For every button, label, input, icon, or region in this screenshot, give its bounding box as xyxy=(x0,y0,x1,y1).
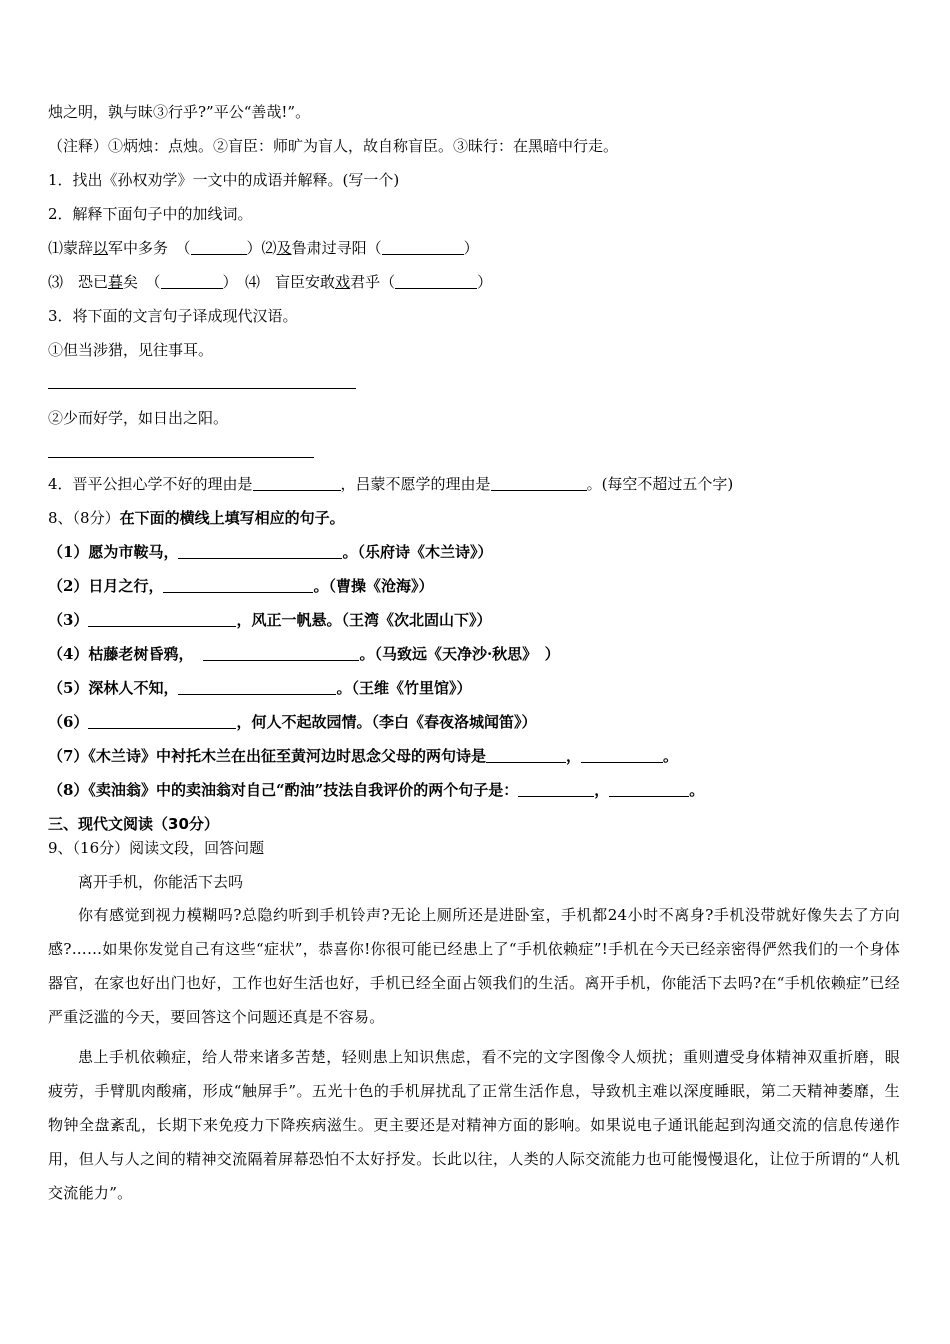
answer-blank[interactable] xyxy=(491,475,587,491)
question-9: 9、（16分）阅读文段，回答问题 xyxy=(48,839,265,857)
item-text: 。（马致远《天净沙·秋思》 ） xyxy=(359,645,560,663)
item-text: （1）愿为市鞍马， xyxy=(48,543,179,561)
question-2: 2．解释下面句子中的加线词。 xyxy=(48,205,253,223)
question-4 xyxy=(48,474,733,494)
answer-line[interactable] xyxy=(48,457,314,458)
fill-item-4 xyxy=(48,644,560,664)
item-text: 军中多务 （ xyxy=(108,239,191,257)
question-8-header xyxy=(48,508,345,528)
underlined-word: 暮 xyxy=(108,273,124,291)
item-text: 。（乐府诗《木兰诗》） xyxy=(342,543,493,561)
item-text: ⑶ 恐已 xyxy=(48,273,109,291)
item-text: 。（王维《竹里馆》） xyxy=(336,679,472,697)
item-text: ） ⑷ 盲臣安敢 xyxy=(222,273,336,291)
answer-blank[interactable] xyxy=(88,611,236,627)
question-3-sentence-2: ②少而好学，如日出之阳。 xyxy=(48,409,229,427)
fill-item-7 xyxy=(48,746,678,766)
fill-item-8 xyxy=(48,780,704,800)
answer-blank[interactable] xyxy=(203,645,359,661)
answer-blank[interactable] xyxy=(178,543,342,559)
item-text: 矣 （ xyxy=(123,273,161,291)
item-text: （6） xyxy=(48,713,89,731)
item-text: 鲁肃过寻阳（ xyxy=(291,239,382,257)
question-3: 3．将下面的文言句子译成现代汉语。 xyxy=(48,307,298,325)
answer-blank[interactable] xyxy=(191,239,247,255)
item-text: 君乎（ xyxy=(350,273,396,291)
answer-blank[interactable] xyxy=(609,781,689,797)
fill-item-2 xyxy=(48,576,433,596)
question-prompt: 在下面的横线上填写相应的句子。 xyxy=(119,509,345,527)
item-text: ， xyxy=(594,781,610,799)
fill-item-6 xyxy=(48,712,536,732)
question-1: 1．找出《孙权劝学》一文中的成语并解释。(写一个) xyxy=(48,171,400,189)
fill-item-3 xyxy=(48,610,491,630)
question-3-sentence-1: ①但当涉猎，见往事耳。 xyxy=(48,341,214,359)
item-text: ） xyxy=(477,273,493,291)
item-text: ，吕蒙不愿学的理由是 xyxy=(340,475,491,493)
question-2-items-row2 xyxy=(48,272,492,292)
fill-item-1 xyxy=(48,542,492,562)
item-text: ）⑵ xyxy=(246,239,277,257)
item-text: 4．晋平公担心学不好的理由是 xyxy=(48,475,253,493)
answer-blank[interactable] xyxy=(518,781,594,797)
item-text: 。(每空不超过五个字) xyxy=(586,475,734,493)
underlined-word: 戏 xyxy=(335,273,351,291)
annotation-notes: （注释）①炳烛：点烛。②盲臣：师旷为盲人，故自称盲臣。③昧行：在黑暗中行走。 xyxy=(48,137,619,155)
item-text: （3） xyxy=(48,611,89,629)
answer-blank[interactable] xyxy=(178,679,336,695)
underlined-word: 及 xyxy=(276,239,292,257)
answer-blank[interactable] xyxy=(395,273,477,289)
item-text: （2）日月之行， xyxy=(48,577,164,595)
item-text: （8）《卖油翁》中的卖油翁对自己“酌油”技法自我评价的两个句子是： xyxy=(48,781,519,799)
underlined-word: 以 xyxy=(93,239,109,257)
answer-line[interactable] xyxy=(48,388,356,389)
answer-blank[interactable] xyxy=(88,713,236,729)
question-2-items-row1 xyxy=(48,238,479,258)
item-text: （4）枯藤老树昏鸦， xyxy=(48,645,194,663)
item-text: 。（曹操《沧海》） xyxy=(313,577,434,595)
item-text: ，何人不起故园情。（李白《春夜洛城闻笛》） xyxy=(236,713,537,731)
article-title: 离开手机，你能活下去吗 xyxy=(78,873,244,891)
answer-blank[interactable] xyxy=(581,747,663,763)
question-number: 8、（8分） xyxy=(48,509,120,527)
item-text: ，风正一帆悬。（王湾《次北固山下》） xyxy=(236,611,492,629)
item-text: （7）《木兰诗》中衬托木兰在出征至黄河边时思念父母的两句诗是 xyxy=(48,747,486,765)
item-text: ， xyxy=(565,747,581,765)
item-text: ⑴蒙辞 xyxy=(48,239,94,257)
item-text: 。 xyxy=(662,747,678,765)
answer-blank[interactable] xyxy=(163,577,313,593)
text-line-ending: 烛之明，孰与昧③行乎?”平公“善哉!”。 xyxy=(48,103,311,121)
item-text: ） xyxy=(463,239,479,257)
answer-blank[interactable] xyxy=(253,475,341,491)
article-paragraph: 你有感觉到视力模糊吗?总隐约听到手机铃声?无论上厕所还是进卧室，手机都24小时不离身?手机没带就好像失去了方向感?……如果你发觉自己有这些“症状”，恭喜你!你很可能已经患上了“手机依赖症”!手机在今天已经亲密得俨然我们的一个身体器官，在家也好出门也好，工作也好生活也好，手机已经全面占领我们的生活。离开手机，你能活下去吗?在“手机依赖症”已经严重泛滥的今天，要回答这个问题还真是不容易。 xyxy=(48,906,900,1026)
item-text: （5）深林人不知， xyxy=(48,679,179,697)
answer-blank[interactable] xyxy=(382,239,464,255)
answer-blank[interactable] xyxy=(161,273,223,289)
article-paragraph: 患上手机依赖症，给人带来诸多苦楚，轻则患上知识焦虑，看不完的文字图像令人烦扰；重则遭受身体精神双重折磨，眼疲劳，手臂肌肉酸痛，形成“触屏手”。五光十色的手机屏扰乱了正常生活作息，导致机主难以深度睡眠，第二天精神萎靡，生物钟全盘紊乱，长期下来免疫力下降疾病滋生。更主要还是对精神方面的影响。如果说电子通讯能起到沟通交流的信息传递作用，但人与人之间的精神交流隔着屏幕恐怕不太好抒发。长此以往，人类的人际交流能力也可能慢慢退化，让位于所谓的“人机交流能力”。 xyxy=(48,1048,900,1202)
fill-item-5 xyxy=(48,678,471,698)
answer-blank[interactable] xyxy=(486,747,566,763)
section-heading: 三、现代文阅读（30分） xyxy=(48,815,219,833)
item-text: 。 xyxy=(689,781,705,799)
